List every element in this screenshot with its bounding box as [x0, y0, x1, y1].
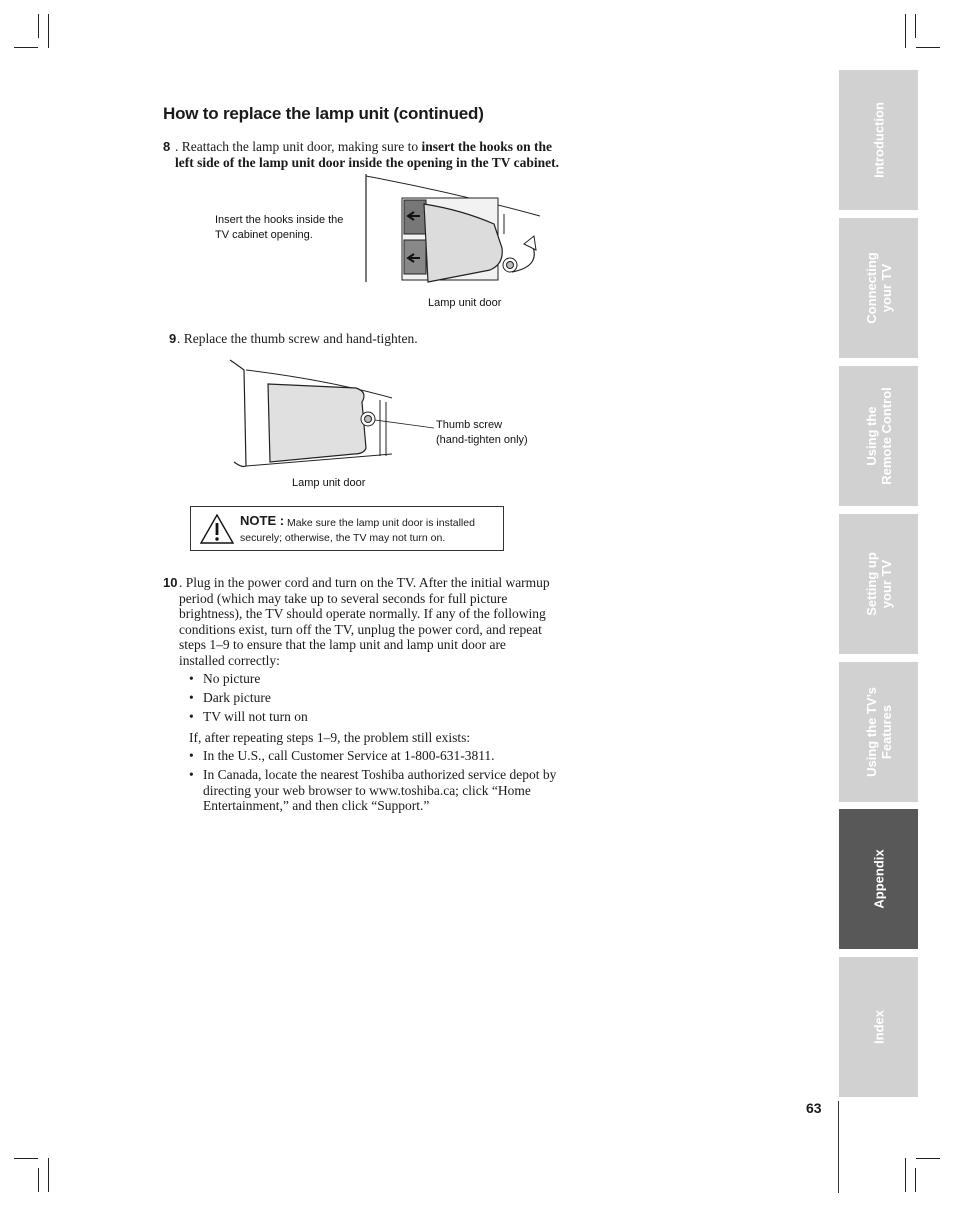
thumb-screw-illustration: [228, 358, 438, 474]
crop-mark: [38, 1168, 39, 1192]
tab-label: Using the TV’s Features: [863, 687, 894, 777]
page-number-rule: [838, 1101, 839, 1193]
conditions-list: [189, 671, 559, 728]
crop-mark: [905, 1158, 906, 1192]
crop-mark: [916, 1158, 940, 1159]
list-item: • In the U.S., call Customer Service at 1-800-631-3811.: [189, 748, 569, 764]
step-number: 9: [169, 331, 177, 346]
list-item: • No picture: [189, 671, 559, 687]
figure2-caption: Lamp unit door: [292, 477, 366, 489]
tab-label: Index: [871, 1010, 886, 1044]
tab-using-the-tvs-features[interactable]: [839, 662, 918, 802]
step-number: 10: [163, 575, 178, 590]
support-list: [189, 748, 569, 817]
list-item: • In Canada, locate the nearest Toshiba authorized service depot by directing your web browser to www.toshiba.ca; click “Home Entertainment,” and then click “Support.”: [189, 767, 569, 814]
tab-label: Introduction: [871, 102, 886, 178]
note-box: [190, 506, 504, 551]
figure1-caption: Lamp unit door: [428, 297, 502, 309]
crop-mark: [915, 1168, 916, 1192]
tab-label: Appendix: [871, 849, 886, 909]
crop-mark: [14, 1158, 38, 1159]
tab-introduction[interactable]: [839, 70, 918, 210]
page-heading: How to replace the lamp unit (continued): [163, 104, 484, 123]
crop-mark: [915, 14, 916, 38]
tab-setting-up-your-tv[interactable]: [839, 514, 918, 654]
tab-label: Setting up your TV: [863, 552, 894, 616]
tab-connecting-your-tv[interactable]: [839, 218, 918, 358]
step-text: . Plug in the power cord and turn on the TV. After the initial warmup period (which may take up to several seconds for full picture brightness), the TV should operate normally. If any of the following conditions exist, turn off the TV, unplug the power cord, and repeat steps 1–9 to ensure that the lamp unit and lamp unit door are installed correctly:: [179, 575, 550, 668]
note-text: Make sure the lamp unit door is installed securely; otherwise, the TV may not turn on.: [240, 517, 475, 544]
step-text: . Reattach the lamp unit door, making sure to insert the hooks on the left side of the lamp unit door inside the opening in the TV cabinet.: [175, 139, 560, 170]
after-text: If, after repeating steps 1–9, the problem still exists:: [189, 730, 471, 745]
tab-appendix[interactable]: [839, 809, 918, 949]
page-number: 63: [806, 1100, 822, 1116]
callout-line: (hand-tighten only): [436, 434, 528, 446]
step-number: 8: [163, 139, 171, 154]
warning-icon: [200, 514, 234, 544]
tab-using-the-remote-control[interactable]: [839, 366, 918, 506]
crop-mark: [916, 47, 940, 48]
crop-mark: [905, 14, 906, 48]
tab-label: Using the Remote Control: [863, 387, 894, 485]
crop-mark: [38, 14, 39, 38]
list-item: • TV will not turn on: [189, 709, 559, 725]
list-item: • Dark picture: [189, 690, 559, 706]
figure1-callout: Insert the hooks inside the TV cabinet opening.: [215, 214, 344, 241]
lamp-door-illustration: [362, 174, 554, 292]
tab-index[interactable]: [839, 957, 918, 1097]
callout-line: Thumb screw: [436, 419, 503, 431]
crop-mark: [14, 47, 38, 48]
step-text: . Replace the thumb screw and hand-tighten.: [177, 331, 418, 346]
crop-mark: [48, 14, 49, 48]
note-label: NOTE :: [240, 513, 285, 528]
figure2-callout: [436, 418, 528, 448]
tab-label: Connecting your TV: [863, 252, 894, 324]
crop-mark: [48, 1158, 49, 1192]
